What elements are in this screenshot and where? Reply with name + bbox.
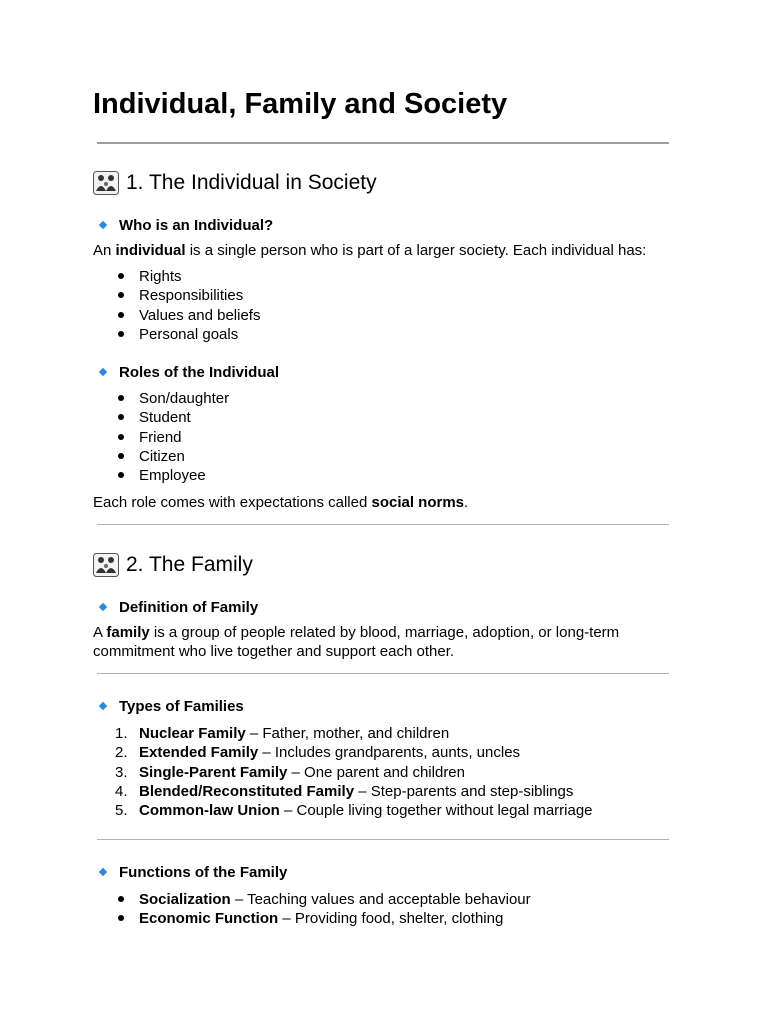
bold-term: Blended/Reconstituted Family bbox=[139, 782, 355, 800]
bold-term: Common-law Union bbox=[139, 802, 280, 820]
subheading-text: Types of Families bbox=[119, 697, 244, 715]
item-description: – Providing food, shelter, clothing bbox=[278, 910, 504, 928]
individual-definition bbox=[93, 241, 646, 260]
diamond-bullet-icon bbox=[99, 868, 107, 876]
diamond-bullet-icon bbox=[99, 368, 107, 376]
text-run: Each role comes with expectations called bbox=[93, 494, 372, 511]
family-functions-list bbox=[93, 890, 531, 929]
subheading-text: Definition of Family bbox=[119, 598, 259, 616]
text-run: is a single person who is part of a larger society. Each individual has: bbox=[185, 242, 647, 259]
subheading-roles bbox=[97, 362, 279, 382]
list-item: Values and beliefs bbox=[93, 306, 260, 325]
list-item bbox=[93, 909, 531, 928]
bold-term: Nuclear Family bbox=[139, 725, 246, 742]
subheading-text: Functions of the Family bbox=[119, 863, 288, 881]
item-description: – One parent and children bbox=[287, 763, 465, 781]
list-item: Personal goals bbox=[93, 325, 260, 344]
subheading-functions bbox=[97, 862, 287, 882]
diamond-bullet-icon bbox=[99, 603, 107, 611]
list-item: Responsibilities bbox=[93, 286, 260, 305]
list-item bbox=[93, 743, 593, 762]
list-item bbox=[93, 724, 593, 743]
section-heading-text: 1. The Individual in Society bbox=[126, 171, 377, 194]
bold-term: Socialization bbox=[139, 891, 231, 908]
list-item: Friend bbox=[93, 428, 229, 447]
roles-list bbox=[93, 389, 229, 485]
document-title: Individual, Family and Society bbox=[93, 88, 508, 120]
subheading-types bbox=[97, 696, 244, 716]
family-definition-line2: commitment who live together and support each other. bbox=[93, 643, 455, 660]
family-emoji-icon bbox=[93, 171, 119, 195]
list-item: Rights bbox=[93, 267, 260, 286]
family-emoji-icon bbox=[93, 553, 119, 577]
section-divider bbox=[97, 673, 669, 674]
title-divider bbox=[97, 142, 669, 144]
subheading-who-is-individual bbox=[97, 215, 273, 235]
bold-term: social norms bbox=[371, 494, 465, 511]
list-item: Citizen bbox=[93, 447, 229, 466]
list-item: Student bbox=[93, 408, 229, 427]
bold-term: Single-Parent Family bbox=[139, 763, 288, 781]
individual-traits-list bbox=[93, 267, 260, 344]
diamond-bullet-icon bbox=[99, 702, 107, 710]
list-item bbox=[93, 782, 593, 801]
family-definition-line1 bbox=[93, 623, 619, 642]
section-heading-text: 2. The Family bbox=[126, 553, 253, 576]
bold-term: Extended Family bbox=[139, 744, 259, 762]
section-divider bbox=[97, 839, 669, 840]
list-number: 4. bbox=[115, 782, 128, 800]
list-number: 5. bbox=[115, 802, 128, 820]
list-item bbox=[93, 801, 593, 820]
section-divider bbox=[97, 524, 669, 525]
family-types-list bbox=[93, 724, 593, 820]
subheading-definition bbox=[97, 597, 258, 617]
list-item: Employee bbox=[93, 466, 229, 485]
item-description: – Includes grandparents, aunts, uncles bbox=[258, 744, 521, 762]
bold-term: family bbox=[106, 624, 150, 641]
list-item bbox=[93, 763, 593, 782]
subheading-text: Who is an Individual? bbox=[119, 216, 274, 234]
section-heading-individual bbox=[93, 169, 377, 197]
item-description: – Father, mother, and children bbox=[245, 725, 450, 742]
list-item bbox=[93, 890, 531, 909]
list-number: 3. bbox=[115, 763, 128, 781]
text-run: An bbox=[93, 242, 116, 259]
subheading-text: Roles of the Individual bbox=[119, 363, 280, 381]
bold-term: Economic Function bbox=[139, 910, 279, 928]
item-description: – Teaching values and acceptable behaviour bbox=[230, 891, 531, 908]
item-description: – Step-parents and step-siblings bbox=[354, 782, 574, 800]
diamond-bullet-icon bbox=[99, 221, 107, 229]
item-description: – Couple living together without legal marriage bbox=[279, 802, 593, 820]
section-heading-family bbox=[93, 551, 253, 579]
list-item: Son/daughter bbox=[93, 389, 229, 408]
text-run: is a group of people related by blood, marriage, adoption, or long-term bbox=[149, 624, 620, 641]
list-number: 1. bbox=[115, 725, 128, 742]
text-run: . bbox=[464, 494, 469, 511]
bold-term: individual bbox=[115, 242, 186, 259]
text-run: A bbox=[93, 624, 107, 641]
social-norms-note bbox=[93, 493, 468, 512]
list-number: 2. bbox=[115, 744, 128, 762]
